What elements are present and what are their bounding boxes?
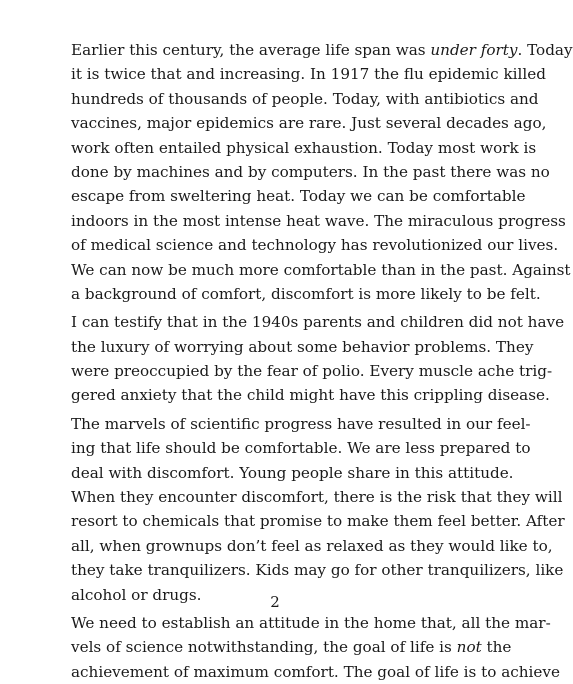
text-line: resort to chemicals that promise to make them feel better. After xyxy=(71,512,565,531)
text-line: they take tranquilizers. Kids may go for other tranquilizers, like xyxy=(71,561,564,580)
text-line: We need to establish an attitude in the home that, all the mar- xyxy=(71,613,551,632)
paragraph-3 xyxy=(71,412,565,607)
text-segment: vels of science notwithstanding, the goal of life is xyxy=(71,638,457,657)
text-line: I can testify that in the 1940s parents and children did not have xyxy=(71,313,565,332)
page-number: 2 xyxy=(270,593,280,611)
text-line: The marvels of scientific progress have resulted in our feel- xyxy=(71,414,531,433)
paragraph-2 xyxy=(71,310,565,408)
text-line: it is twice that and increasing. In 1917 the flu epidemic killed xyxy=(71,65,546,84)
text-segment: Earlier this century, the average life span was xyxy=(71,41,431,59)
paragraph-1 xyxy=(71,38,573,306)
text-line: alcohol or drugs. xyxy=(71,585,202,604)
text-line: were preoccupied by the fear of polio. Every muscle ache trig- xyxy=(71,362,553,381)
text-line: a background of comfort, discomfort is more likely to be felt. xyxy=(71,284,541,303)
emphasis-under-forty: under forty xyxy=(430,41,518,59)
text-line: When they encounter discomfort, there is the risk that they will xyxy=(71,488,563,507)
text-line: hundreds of thousands of people. Today, with antibiotics and xyxy=(71,89,539,108)
body-text xyxy=(71,38,573,684)
text-line: We can now be much more comfortable than in the past. Against xyxy=(71,260,571,279)
text-line: indoors in the most intense heat wave. The miraculous progress xyxy=(71,211,566,230)
emphasis-not: not xyxy=(456,638,482,657)
text-segment: the xyxy=(481,638,512,657)
text-line: gered anxiety that the child might have this crippling disease. xyxy=(71,386,550,405)
text-line: achievement of maximum comfort. The goal of life is to achieve xyxy=(71,662,560,681)
text-line xyxy=(71,635,512,659)
text-line: the luxury of worrying about some behavior problems. They xyxy=(71,337,534,356)
text-line: vaccines, major epidemics are rare. Just several decades ago, xyxy=(71,114,547,133)
text-line: done by machines and by computers. In the past there was no xyxy=(71,162,550,181)
text-line: all, when grownups don’t feel as relaxed as they would like to, xyxy=(71,536,553,555)
text-segment: . Today xyxy=(517,41,573,59)
text-line xyxy=(71,38,573,62)
text-line: deal with discomfort. Young people share in this attitude. xyxy=(71,463,514,482)
text-line: work often entailed physical exhaustion. Today most work is xyxy=(71,138,537,157)
text-line: ing that life should be comfortable. We are less prepared to xyxy=(71,439,531,458)
text-line: of medical science and technology has revolutionized our lives. xyxy=(71,236,559,255)
text-line: escape from sweltering heat. Today we can be comfortable xyxy=(71,187,526,206)
paragraph-4 xyxy=(71,611,560,684)
